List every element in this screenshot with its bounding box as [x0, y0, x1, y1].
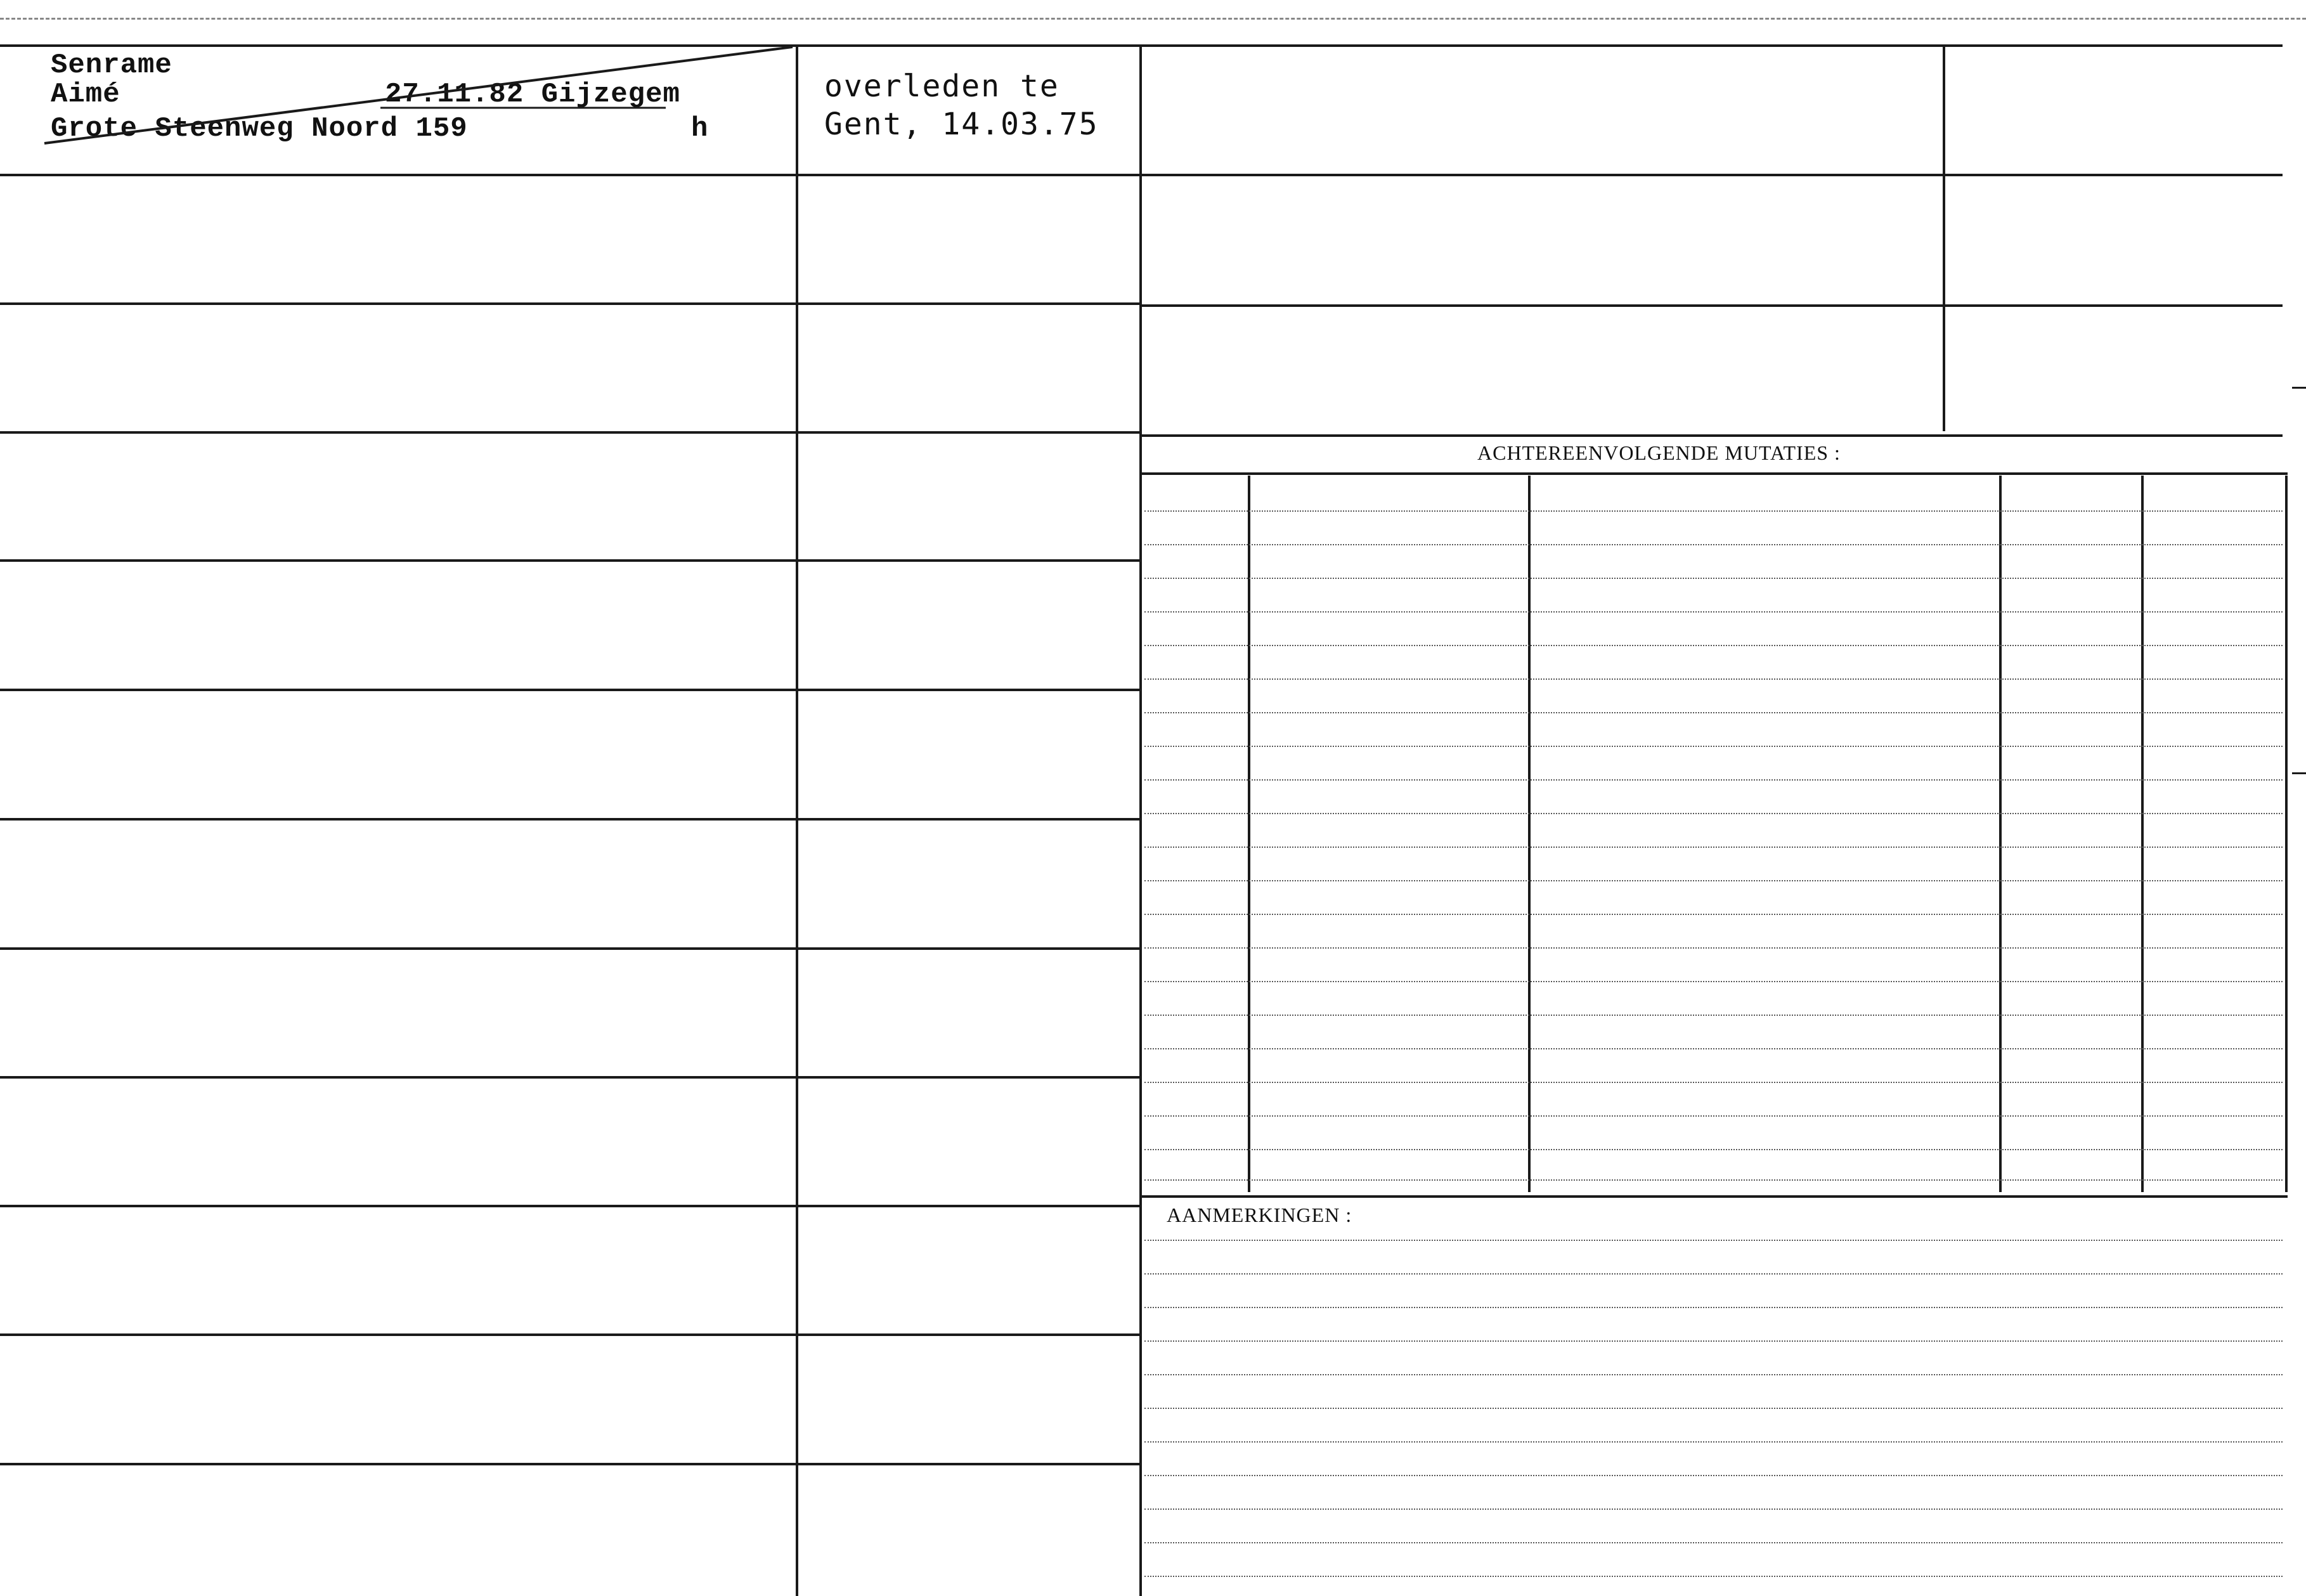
top-edge-line: [0, 18, 2306, 20]
birth-line: 27.11.82 Gijzegem: [385, 79, 680, 110]
h-mark: h: [691, 113, 709, 145]
col-divider-3: [1943, 44, 1945, 431]
col-divider-2: [1139, 44, 1142, 1596]
address-line: Grote Steenweg Noord 159: [51, 113, 468, 145]
firstname-line: Aimé: [51, 79, 120, 110]
death-line-2: Gent, 14.03.75: [824, 107, 1099, 142]
death-line-1: overleden te: [824, 68, 1059, 104]
remarks-heading: AANMERKINGEN :: [1167, 1203, 1352, 1226]
mutations-heading: ACHTEREENVOLGENDE MUTATIES :: [1477, 441, 1841, 464]
strike-through-line: [0, 44, 799, 171]
mutations-top-line: [1141, 472, 2288, 475]
name-line: Senrame: [51, 49, 172, 81]
mutations-bottom-line: [1141, 1195, 2288, 1198]
